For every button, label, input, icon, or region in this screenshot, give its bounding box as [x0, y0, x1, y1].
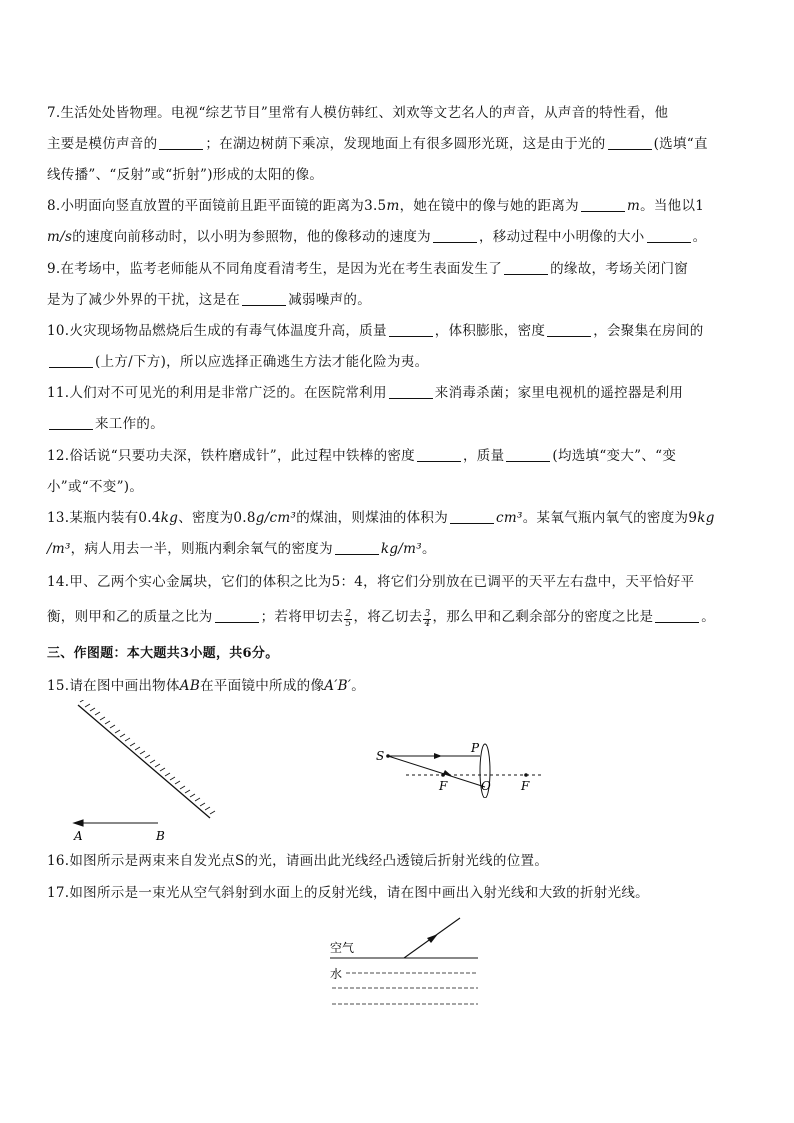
q9-line2	[47, 290, 747, 310]
q17-text: 17.如图所示是一束光从空气斜射到水面上的反射光线，请在图中画出入射光线和大致的折射光线。	[47, 885, 649, 901]
fraction	[344, 610, 352, 629]
q13-line1	[47, 508, 747, 528]
answer-blank[interactable]	[608, 135, 652, 150]
q7-line3: 线传播”、“反射”或“折射”)形成的太阳的像。	[47, 167, 324, 183]
q12-line1	[47, 446, 747, 466]
fraction-denominator: 4	[424, 619, 431, 629]
text: ，将乙切去	[353, 609, 423, 625]
answer-blank[interactable]	[215, 608, 259, 623]
q10-line1	[47, 321, 747, 341]
text: 。某氧气瓶内氧气的密度为9	[522, 510, 698, 526]
arrow-head	[427, 934, 438, 943]
fig16-convex-lens-diagram	[368, 738, 548, 798]
answer-blank[interactable]	[335, 540, 379, 555]
text: 来工作的。	[95, 416, 164, 432]
q9-line1	[47, 259, 747, 279]
text: 衡，则甲和乙的质量之比为	[47, 609, 213, 625]
text: 是为了减少外界的干扰，这是在	[47, 292, 241, 308]
ray-to-O	[388, 756, 485, 787]
focus-right	[524, 773, 528, 777]
text: (上方/下方)，所以应选择正确逃生方法才能化险为夷。	[95, 354, 429, 370]
label-F-right: F	[521, 779, 530, 793]
text: 15.请在图中画出物体	[47, 678, 180, 694]
unit: kg	[160, 510, 179, 526]
text: 的煤油，则煤油的体积为	[296, 510, 449, 526]
unit: m	[626, 198, 641, 214]
arrow-head	[434, 753, 442, 759]
text: ，她在镜中的像与她的距离为	[399, 198, 579, 214]
answer-blank[interactable]	[647, 228, 691, 243]
q7-line2	[47, 134, 747, 154]
mirror-hatching	[78, 700, 215, 818]
answer-blank[interactable]	[49, 415, 93, 430]
fraction	[423, 610, 431, 629]
q14-line1: 14.甲、乙两个实心金属块，它们的体积之比为5：4，将它们分别放在已调平的天平左右盘中，天平恰好平	[47, 574, 695, 590]
text: 来消毒杀菌；家里电视机的遥控器是利用	[434, 385, 684, 401]
answer-blank[interactable]	[655, 608, 699, 623]
fig17-reflection-diagram	[326, 912, 486, 1012]
object-arrow-AB	[74, 820, 158, 826]
answer-blank[interactable]	[242, 291, 286, 306]
q16-text: 16.如图所示是两束来自发光点S的光，请画出此光线经凸透镜后折射光线的位置。	[47, 853, 549, 869]
text: 。	[351, 678, 366, 694]
text: 在平面镜中所成的像	[200, 678, 325, 694]
label-B: B	[156, 829, 165, 843]
fraction-numerator: 3	[424, 609, 431, 619]
fraction-numerator: 2	[345, 609, 352, 619]
answer-blank[interactable]	[49, 353, 93, 368]
answer-blank[interactable]	[506, 447, 550, 462]
math-label: A′B′	[324, 678, 352, 694]
label-F-left: F	[439, 779, 448, 793]
text: ，质量	[462, 448, 505, 464]
text: 。	[692, 229, 707, 245]
q7-line1: 7.生活处处皆物理。电视“综艺节目”里常有人模仿韩红、刘欢等文艺名人的声音，从声音的特性看，他	[47, 105, 669, 121]
unit: m	[386, 198, 400, 214]
answer-blank[interactable]	[504, 260, 548, 275]
answer-blank[interactable]	[389, 322, 433, 337]
label-S: S	[376, 749, 385, 763]
answer-blank[interactable]	[159, 135, 203, 150]
fraction-denominator: 5	[345, 619, 352, 629]
text: 减弱噪声的。	[288, 292, 372, 308]
unit: cm³	[496, 510, 523, 526]
text: ；若将甲切去	[260, 609, 344, 625]
text: ，体积膨胀，密度	[434, 323, 546, 339]
label-A: A	[74, 829, 83, 843]
q8-line1	[47, 196, 747, 216]
text: 9.在考场中，监考老师能从不同角度看清考生，是因为光在考生表面发生了	[47, 261, 503, 277]
answer-blank[interactable]	[433, 228, 477, 243]
answer-blank[interactable]	[581, 197, 625, 212]
text: 12.俗话说“只要功夫深，铁杵磨成针”，此过程中铁棒的密度	[47, 448, 415, 464]
label-air: 空气	[330, 941, 355, 955]
q12-line2: 小”或“不变”)。	[47, 479, 144, 495]
focus-left	[441, 773, 445, 777]
fig15-plane-mirror-diagram	[60, 700, 230, 850]
q8-line2	[47, 227, 747, 247]
q10-line2	[47, 352, 747, 372]
text: 11.人们对不可见光的利用是非常广泛的。在医院常利用	[47, 385, 387, 401]
text: 。	[421, 541, 436, 557]
text: 主要是模仿声音的	[47, 136, 158, 152]
q11-line1	[47, 383, 747, 403]
text: 13.某瓶内装有0.4	[47, 510, 161, 526]
point-S	[386, 754, 390, 758]
q14-line2	[47, 607, 747, 629]
text: ；在湖边树荫下乘凉，发现地面上有很多圆形光斑，这是由于光的	[205, 136, 606, 152]
text: ，那么甲和乙剩余部分的密度之比是	[432, 609, 654, 625]
q15-text	[47, 676, 747, 696]
text: (选填“直	[653, 136, 708, 152]
text: ，病人用去一半，则瓶内剩余氧气的密度为	[70, 541, 333, 557]
text: 、密度为0.8	[178, 510, 256, 526]
text: 10.火灾现场物品燃烧后生成的有毒气体温度升高，质量	[47, 323, 387, 339]
text: ，会聚集在房间的	[593, 323, 704, 339]
text: 。	[701, 609, 716, 625]
label-P: P	[471, 741, 480, 755]
q13-line2	[47, 539, 747, 559]
q11-line2	[47, 414, 747, 434]
math-label: AB	[179, 678, 201, 694]
unit: kg	[697, 510, 715, 526]
label-O: O	[481, 779, 491, 793]
text: (均选填“变大”、“变	[552, 448, 677, 464]
answer-blank[interactable]	[450, 509, 494, 524]
text: 8.小明面向竖直放置的平面镜前且距平面镜的距离为3.5	[47, 198, 387, 214]
section-heading: 三、作图题：本大题共3小题，共6分。	[47, 646, 279, 661]
text: 的速度向前移动时，以小明为参照物，他的像移动的速度为	[72, 229, 431, 245]
text: 的缘故，考场关闭门窗	[550, 261, 689, 277]
unit: kg/m³	[380, 541, 422, 557]
unit: m/s	[47, 229, 73, 245]
answer-blank[interactable]	[547, 322, 591, 337]
label-water: 水	[330, 967, 343, 981]
answer-blank[interactable]	[417, 447, 461, 462]
unit: g/cm³	[255, 510, 297, 526]
unit: /m³	[47, 541, 71, 557]
answer-blank[interactable]	[389, 384, 433, 399]
text: ，移动过程中小明像的大小	[479, 229, 645, 245]
text: 。当他以1	[640, 198, 705, 214]
